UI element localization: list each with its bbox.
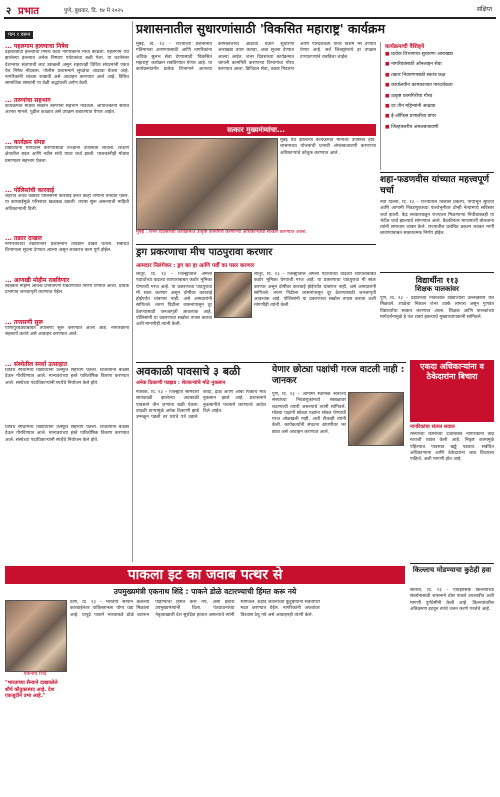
kill-headline: किल्लाच मोडण्याचा कुठेही हवा — [412, 566, 492, 574]
story-heading: ... पहलगाम हल्ल्याचा निषेध — [5, 43, 69, 50]
result-body: पुणे, दि. १३ – दहावीच्या निकालात विद्यार्थ्यांनी उल्लेखनीय यश मिळवले. शाळेचा निकाल शंभर टक्के लागला असून गुणवंत विद्यार्थ्यांचा सत्कार करण्यात आला. शिक्षक आणि पालकांच्या मार्गदर्शनामुळे हे यश शक्य झाल्याचे मुख्याध्यापकांनी सांगितले. — [380, 296, 494, 320]
paper-name: प्रभात — [18, 6, 40, 17]
result-subhead: शिक्षक पालकांवर — [415, 285, 459, 293]
drug-body-cont: लातूर, दि. १३ – जिल्ह्यातील अमली पदार्थांच्या वाढत्या व्यापाराबाबत कठोर भूमिका घेण्याची गरज आहे. या प्रकरणाचा पाठपुरावा मी स्वतः करणार असून दोषींवर कारवाई होईपर्यंत थांबणार नाही, असे आमदारांनी सांगितले. तरुण पिढीला व्यसनांपासून दूर ठेवण्यासाठी जनजागृती आवश्यक आहे. पोलिसांनी या प्रकरणाचा सखोल तपास करावा अशी मागणीही त्यांनी केली. — [254, 272, 376, 309]
shinde-photo-caption: एकनाथ शिंदे — [23, 671, 47, 677]
story-heading: ... कार्यक्रम संपन्न — [5, 139, 45, 146]
lead-point-item: ■ उत्कृष्ट कामगिरीचा गौरव — [385, 94, 494, 100]
left-bottom-body: विविध स्पर्धांमध्ये विद्यार्थ्यांनी उत्स्फूर्त सहभाग घेतला. विजेत्यांना बक्षिसे देऊन गौरविण्यात आले. मान्यवरांच्या हस्ते पारितोषिक वितरण करण्यात आले. संस्थेच्या पदाधिकाऱ्यांनी स्पर्धेचे नियोजन केले होते. — [5, 425, 129, 443]
story-heading: ... तरुणांचा सहभाग — [5, 97, 51, 104]
left-column-label: पान १ वरून — [5, 31, 33, 39]
lead-headline: प्रशासनातील सुधारणांसाठी 'विकसित महाराष्ट्र' कार्यक्रम — [136, 21, 386, 36]
story-body: नागरिकांच्या तक्रारीनंतर प्रशासनाने तातडीने दखल घेतली. संबंधित विभागाला सूचना देण्यात आल्या असून लवकरच काम पूर्ण होईल. — [5, 242, 129, 254]
lead-points-box — [380, 42, 494, 170]
story-heading: ... तपासणी सुरू — [5, 319, 44, 326]
story-body: शहरात अवैध धंद्यांवर पोलिसांनी कारवाई करत काही जणांना ताब्यात घेतले. या कारवाईमुळे परिसरात खळबळ उडाली. तपास सुरू असल्याची माहिती अधिकाऱ्यांनी दिली. — [5, 194, 129, 212]
story-body: स्वच्छता मोहीम अधिक प्रभावीपणे राबवण्याचा निर्णय घेण्यात आला. प्रत्येक प्रभागात जनजागृती करण्यात येईल. — [5, 284, 129, 296]
yena-headline: येणार छोट्या पक्षांची गरज वाटली नाही : जानकर — [272, 365, 405, 386]
kill-body: सातारा, दि. १३ – ऐतिहासिक किल्ल्यांच्या संवर्धनासाठी शासनाने ठोस पावले उचलावीत अशी मागणी दुर्गप्रेमींनी केली आहे. किल्ल्यांवरील अतिक्रमण हटवून त्यांचे जतन करणे गरजेचे आहे. — [410, 588, 494, 612]
ekda-subhead: नागरिकांचा संतप्त सवाल — [410, 424, 455, 430]
lead-body: मुंबई, दि. १३ – राज्याच्या प्रशासनात गतिमानता आणण्यासाठी आणि नागरिकांना अधिक सुलभ सेवा देण्यासाठी 'विकसित महाराष्ट्र' कार्यक्रम राबविण्यात येणार आहे. या कार्यक्रमांतर्गत प्रत्येक विभागाने आपल्या कामकाजाचा आढावा घेऊन सुधारणा आराखडा तयार करावा, अशा सूचना देण्यात आल्या आहेत. शंभर दिवसांच्या कार्यक्रमात चांगली कामगिरी करणाऱ्या विभागांचा गौरव करण्यात आला. डिजिटल सेवा, तक्रार निवारण आणि पारदर्शकता यावर विशेष भर देण्यात येणार आहे. सर्व जिल्ह्यांमध्ये हा उपक्रम टप्प्याटप्प्याने राबविला जाईल. — [136, 42, 376, 73]
story-body: दहशतवादी हल्ल्याचा निषेध करत नागरिकांनी मोर्चा काढला. पहलगाम येथे झालेल्या हल्ल्यात अनेक निष्पाप पर्यटकांचा बळी गेला. या घटनेनंतर देशभरात संतापाची लाट उसळली असून शहरातही विविध संघटनांनी एकत्र येत निषेध नोंदवला. पोलीस प्रशासनाने सुरक्षेचा आढावा घेतला आहे. नागरिकांनी शांतता राखावी असे आवाहन करण्यात आले आहे. विविध सामाजिक संस्थांनी या वेळी श्रद्धांजली अर्पण केली. — [5, 50, 129, 87]
lead-point-item: ■ जिल्हास्तरीय अंमलबजावणी — [385, 125, 494, 131]
shinde-photo — [5, 600, 67, 672]
event-photo — [136, 138, 278, 230]
drug-subhead: आमदार निलंगेकर : ड्रग का हा आणि पर्वी का पसर करणार — [136, 263, 255, 269]
result-headline: विद्यार्थीना ११३ — [415, 276, 459, 285]
drug-body: लातूर, दि. १३ – जिल्ह्यातील अमली पदार्थांच्या वाढत्या व्यापाराबाबत कठोर भूमिका घेण्याची गरज आहे. या प्रकरणाचा पाठपुरावा मी स्वतः करणार असून दोषींवर कारवाई होईपर्यंत थांबणार नाही, असे आमदारांनी सांगितले. तरुण पिढीला व्यसनांपासून दूर ठेवण्यासाठी जनजागृती आवश्यक आहे. पोलिसांनी या प्रकरणाचा सखोल तपास करावा अशी मागणीही त्यांनी केली. — [136, 272, 212, 328]
leader-photo — [348, 392, 404, 446]
sanman-side-body: मुंबई येथे झालेल्या कार्यक्रमात मान्यवर उपस्थित होते. शासनाच्या योजनांची प्रभावी अंमलबजावणी करणाऱ्या अधिकाऱ्यांचे कौतुक करण्यात आले. — [280, 138, 376, 156]
rain-subhead: अनेक ठिकाणी पडझड : शेतकऱ्यांचे मोठे नुकसान — [136, 380, 226, 386]
section-label: संक्षिप्त — [476, 6, 492, 13]
mla-photo — [214, 272, 252, 318]
page-number: २ — [6, 6, 12, 17]
rain-body: नाशिक, दि. १३ – जिल्ह्यात सोमवारी सायंकाळी झालेल्या अवकाळी पावसाने तीन जणांचा बळी घेतला. वादळी वाऱ्यामुळे अनेक ठिकाणी झाडे उन्मळून पडली तर घरांचे पत्रे उडाले. कांदा, द्राक्ष आणि आंबा पिकांचे मोठे नुकसान झाले आहे. प्रशासनाने नुकसानीचे पंचनामे करण्याचे आदेश दिले आहेत. — [136, 390, 266, 421]
rain-headline: अवकाळी पावसाचे ३ बळी — [136, 365, 241, 378]
story-body: विद्यार्थ्यांना मार्गदर्शन करण्यासाठी तज्ज्ञांनी उपस्थिती लावली. शिक्षण क्षेत्रातील बदल आणि नवीन संधी यावर चर्चा झाली. पालकांनीही मोठ्या प्रमाणावर सहभाग घेतला. — [5, 146, 129, 164]
drug-headline: ड्रग प्रकरणाचा मीच पाठपुरावा करणार — [136, 247, 273, 258]
date-line: पुणे, बुधवार, दि. १४ मे २०२५ — [64, 8, 124, 14]
story-heading: ... आणखी मोहीम राबविणार — [5, 277, 70, 284]
lead-point-item: ■ तक्रार निवारणासाठी स्वतंत्र कक्ष — [385, 73, 494, 79]
story-body: विविध स्पर्धांमध्ये विद्यार्थ्यांनी उत्स्फूर्त सहभाग घेतला. विजेत्यांना बक्षिसे देऊन गौरविण्यात आले. मान्यवरांच्या हस्ते पारितोषिक वितरण करण्यात आले. संस्थेच्या पदाधिकाऱ्यांनी स्पर्धेचे नियोजन केले होते. — [5, 368, 129, 386]
lead-point-item: ■ नागरिकांसाठी ऑनलाइन सेवा — [385, 62, 494, 68]
lead-point-item: ■ ई-ऑफिस प्रणालीचा वापर — [385, 114, 494, 120]
lead-point-item: ■ कार्यालयीन कामकाजात पारदर्शकता — [385, 83, 494, 89]
story-heading: ... तक्रार दाखल — [5, 235, 42, 242]
bottom-subhead: उपमुख्यमंत्री एकनाथ शिंदे : पाकने डोळे वटारण्याची हिंमत करू नये — [113, 587, 297, 596]
story-heading: ... पोलिसांची कारवाई — [5, 187, 55, 194]
masthead — [6, 3, 494, 16]
shaha-headline: शहा-फडणवीस यांच्यात महत्त्वपूर्ण चर्चा — [380, 175, 489, 196]
bottom-headline: पाकला इट का जवाब पत्थर से — [5, 566, 405, 584]
bottom-quote: "भारताच्या सैन्याने दाखवलेले शौर्य कौतुकास्पद आहे. देश एकजुटीने उभा आहे." — [5, 680, 58, 699]
lead-point-item: ■ दर तीन महिन्यांनी आढावा — [385, 104, 494, 110]
shaha-body: नवी दिल्ली, दि. १३ – राज्यातील विकास प्रकल्प, पायाभूत सुविधा आणि आगामी निवडणुकांच्या पार्श्वभूमीवर दोन्ही नेत्यांमध्ये सविस्तर चर्चा झाली. केंद्र सरकारकडून राज्याला मिळणाऱ्या निधीबाबतही या भेटीत चर्चा झाल्याचे सांगण्यात आले. बैठकीनंतर माध्यमांशी बोलताना त्यांनी समाधान व्यक्त केले. राज्यातील प्रलंबित प्रकल्प लवकर मार्गी लावण्याबाबत सकारात्मक निर्णय होईल. — [380, 200, 494, 237]
story-heading: ... संस्थेतील स्पर्धा उत्साहात — [5, 361, 68, 368]
story-body: पाणीपुरवठ्याबाबत तपासणी सुरू करण्यात आली आहे. नागरिकांनी सहकार्य करावे असे आवाहन करण्यात आले. — [5, 326, 129, 338]
left-column — [5, 21, 129, 421]
story-body: कार्यक्रमात मोठ्या संख्येने तरुणांनी सहभाग नोंदवला. आयोजकांनी सर्वांचे आभार मानले. पुढील काळात असे उपक्रम राबवण्यात येणार आहेत. — [5, 104, 129, 116]
bottom-body: ठाणे, दि. १३ – भारतीय सैन्याने केलेल्या कारवाईनंतर पाकिस्तानला योग्य धडा मिळाला आहे. यापुढे पाकने भारताकडे डोळे वटारून पाहण्याची हिंमत करू नये, असा इशारा उपमुख्यमंत्र्यांनी दिला. पंतप्रधानांच्या नेतृत्वाखाली देश सुरक्षित हातात असल्याचे त्यांनी सांगितले. शहीद जवानांच्या कुटुंबीयांना सर्वतोपरी मदत करण्यात येईल. नागरिकांनी अफवांवर विश्वास ठेवू नये असे आवाहनही त्यांनी केले. — [70, 600, 320, 618]
ekda-headline: एकदा अधिकाऱ्यांना व ठेकेदारांना बिचारा — [420, 362, 484, 381]
lead-point-item: ■ प्रत्येक विभागाचा सुधारणा आराखडा — [385, 52, 494, 58]
points-box-title: कार्यक्रमाची वैशिष्ट्ये — [385, 44, 425, 50]
points-list — [385, 52, 494, 131]
ekda-body: रस्त्यांच्या कामाच्या दर्जाबाबत नागरिकांनी तीव्र नाराजी व्यक्त केली आहे. निकृष्ट कामामुळे पहिल्याच पावसात खड्डे पडतात. संबंधित अधिकाऱ्यांना आणि ठेकेदारांना जाब विचारला पाहिजे, अशी मागणी होत आहे. — [410, 432, 494, 463]
ekda-box — [410, 360, 494, 422]
sanman-banner: सत्कार मुख्यमंत्र्यांचा... — [136, 124, 376, 136]
photo-caption: मुंबई : शंभर दिवसांच्या कार्यक्रमात उत्कृष्ट कामगिरी करणाऱ्या अधिकाऱ्यांचा सत्कार करण्यात आला. — [136, 230, 307, 235]
yena-body: पुणे, दि. १३ – आगामी स्थानिक स्वराज्य संस्थांच्या निवडणुकांमध्ये स्वबळावर लढण्याची तयारी असल्याचे त्यांनी सांगितले. मोठ्या पक्षांनी छोट्या पक्षांना सोबत घेण्याची गरज ओळखली नाही, अशी टीकाही त्यांनी केली. कार्यकर्त्यांनी संघटना बांधणीवर भर द्यावा असे आवाहन करण्यात आले. — [272, 392, 346, 435]
